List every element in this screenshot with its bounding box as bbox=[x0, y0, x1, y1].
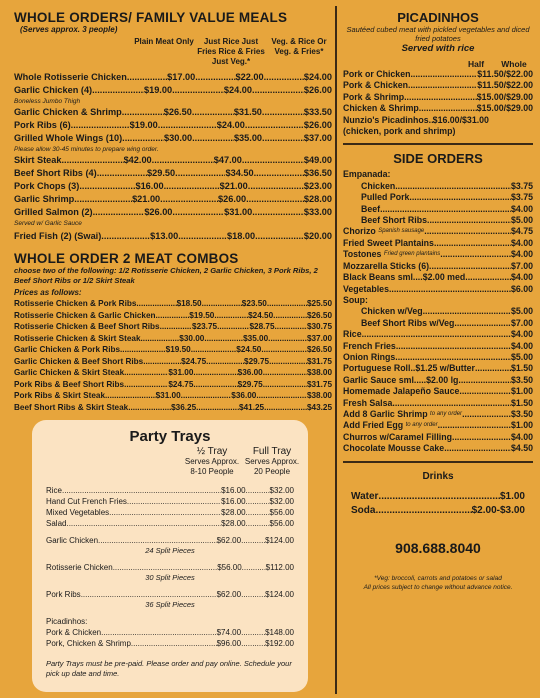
party-item: Pork & Chicken ..... $74.00 ..... $148.00 bbox=[32, 627, 308, 638]
note-wings-wait: Please allow 30-45 minutes to prepare wing order. bbox=[14, 146, 159, 153]
combo-item: Rotisserie Chicken & Skirt Steak ..... $30.00 ..... $35.00 ..... $37.00 bbox=[14, 333, 332, 345]
party-item: Pork Ribs ..... $62.00 ..... $124.00 bbox=[32, 589, 308, 600]
picadinho-item: Chicken & Shrimp ..... $15.00 / $29.00 bbox=[343, 103, 533, 114]
whole-orders-list bbox=[14, 71, 332, 243]
party-item: Rice ..... $16.00 ..... $32.00 bbox=[32, 485, 308, 496]
side-item: Black Beans sml....$2.00 med ..... $4.00 bbox=[343, 272, 533, 283]
whole-item: Garlic Chicken (4) ..... $19.00 ..... $24.00 ..... $26.00 bbox=[14, 84, 332, 97]
column-divider bbox=[335, 6, 337, 694]
side-item: Chorizo Spanish sausage ..... $4.75 bbox=[343, 226, 533, 237]
note-garlic-sauce: Served w/ Garlic Sauce bbox=[14, 220, 82, 227]
party-item: Hand Cut French Fries ..... $16.00 ..... $32.00 bbox=[32, 496, 308, 507]
whole-item: Whole Rotisserie Chicken ..... $17.00 ..... $22.00 ..... $24.00 bbox=[14, 71, 332, 84]
picadinhos-served: Served with rice bbox=[401, 43, 475, 54]
drink-item: Soda ..... $2.00-$3.00 bbox=[351, 504, 525, 518]
party-item: Salad ..... $28.00 ..... $56.00 bbox=[32, 518, 308, 529]
combo-item: Rotisserie Chicken & Pork Ribs ..... $18.50 ..... $23.50 ..... $25.50 bbox=[14, 298, 332, 310]
side-item: Pulled Pork ..... $3.75 bbox=[343, 192, 533, 203]
picadinhos-title: PICADINHOS bbox=[397, 10, 479, 25]
picadinho-item: Pork & Chicken ..... $11.50 / $22.00 bbox=[343, 80, 533, 91]
combo-item: Pork Ribs & Beef Short Ribs ..... $24.75 ..... $29.75 ..... $31.75 bbox=[14, 379, 332, 391]
party-list bbox=[32, 485, 308, 679]
garlic-pieces: 24 Split Pieces bbox=[145, 546, 195, 555]
nunzio-note: (chicken, pork and shrimp) bbox=[343, 126, 456, 137]
party-footer: Party Trays must be pre-paid. Please order and pay online. Schedule your pick up date and time. bbox=[46, 659, 292, 678]
side-item: Fried Sweet Plantains ..... $4.00 bbox=[343, 238, 533, 249]
note-boneless: Boneless Jumbo Thigh bbox=[14, 98, 81, 105]
side-item: Mozzarella Sticks (6) ..... $7.00 bbox=[343, 261, 533, 272]
picadinho-item: Nunzio's Picadinhos ..... $16.00 / $31.00 bbox=[343, 115, 533, 126]
combo-item: Rotisserie Chicken & Beef Short Ribs ..... $23.75 ..... $28.75 ..... $30.75 bbox=[14, 321, 332, 333]
combos-desc: choose two of the following: 1/2 Rotisserie Chicken, 2 Garlic Chicken, 3 Pork Ribs, 2 Beef Short Ribs or 1/2 Skirt Steak bbox=[14, 266, 318, 285]
picadinhos-desc: Sautéed cubed meat with pickled vegetables and diced fried potatoes bbox=[346, 25, 530, 43]
whole-orders-column-headers bbox=[132, 37, 332, 67]
party-trays-box bbox=[32, 420, 308, 692]
combo-item: Garlic Chicken & Pork Ribs ..... $19.50 ..... $24.50 ..... $26.50 bbox=[14, 344, 332, 356]
side-item: Onion Rings ..... $5.00 bbox=[343, 352, 533, 363]
combo-item: Garlic Chicken & Skirt Steak ..... $31.00 ..... $36.00 ..... $38.00 bbox=[14, 367, 332, 379]
half-tray-header: ½ Tray Serves Approx. 8-10 People bbox=[184, 446, 240, 476]
party-item: Pork, Chicken & Shrimp ..... $96.00 ..... $192.00 bbox=[32, 638, 308, 649]
side-item: Add 8 Garlic Shrimp to any order ..... $3.50 bbox=[343, 409, 533, 420]
whole-orders-title: WHOLE ORDERS/ FAMILY VALUE MEALS bbox=[14, 10, 288, 25]
combos-title: WHOLE ORDER 2 MEAT COMBOS bbox=[14, 251, 239, 266]
drink-item: Water ..... $1.00 bbox=[351, 490, 525, 504]
ribs-pieces: 36 Split Pieces bbox=[145, 600, 195, 609]
col-veg: Veg. & Rice Or Veg. & Fries* bbox=[271, 37, 327, 56]
right-column bbox=[343, 10, 533, 592]
drinks-list bbox=[343, 490, 533, 518]
right-divider-1 bbox=[343, 143, 533, 145]
whole-item: Fried Fish (2) (Swai) ..... $13.00 ..... $18.00 ..... $20.00 bbox=[14, 230, 332, 243]
party-item: Mixed Vegetables ..... $28.00 ..... $56.00 bbox=[32, 507, 308, 518]
party-item: Garlic Chicken ..... $62.00 ..... $124.00 bbox=[32, 535, 308, 546]
side-item: Vegetables ..... $6.00 bbox=[343, 284, 533, 295]
side-item: Chicken ..... $3.75 bbox=[343, 181, 533, 192]
whole-orders-subtitle: (Serves approx. 3 people) bbox=[20, 25, 118, 34]
phone-number: 908.688.8040 bbox=[395, 539, 481, 556]
party-trays-header bbox=[32, 447, 308, 477]
side-item: Chicken w/Veg ..... $5.00 bbox=[343, 306, 533, 317]
side-item: French Fries ..... $4.00 bbox=[343, 341, 533, 352]
whole-item: Garlic Shrimp ..... $21.00 ..... $26.00 ..... $28.00 bbox=[14, 193, 332, 206]
whole-item: Grilled Whole Wings (10) ..... $30.00 ..... $35.00 ..... $37.00 bbox=[14, 132, 332, 145]
party-trays-title: Party Trays bbox=[129, 428, 211, 445]
empanada-label: Empanada: bbox=[343, 169, 391, 180]
side-orders-title: SIDE ORDERS bbox=[393, 151, 483, 167]
whole-item: Pork Chops (3) ..... $16.00 ..... $21.00 ..... $23.00 bbox=[14, 180, 332, 193]
whole-item: Skirt Steak ..... $42.00 ..... $47.00 ..... $49.00 bbox=[14, 154, 332, 167]
col-just: Just Rice Just Fries Rice & Fries Just Veg.* bbox=[197, 37, 265, 66]
side-item: Garlic Sauce sml.....$2.00 lg ..... $3.50 bbox=[343, 375, 533, 386]
side-item: Beef Short Ribs w/Veg ..... $7.00 bbox=[343, 318, 533, 329]
combo-item: Pork Ribs & Skirt Steak ..... $31.00 ..... $36.00 ..... $38.00 bbox=[14, 390, 332, 402]
right-divider-2 bbox=[343, 461, 533, 463]
picadinho-item: Pork or Chicken ..... $11.50 / $22.00 bbox=[343, 69, 533, 80]
side-item: Churros w/Caramel Filling ..... $4.00 bbox=[343, 432, 533, 443]
whole-item: Grilled Salmon (2) ..... $26.00 ..... $31.00 ..... $33.00 bbox=[14, 206, 332, 219]
left-column bbox=[14, 10, 332, 413]
picadinhos-label: Picadinhos: bbox=[46, 617, 88, 626]
combo-item: Garlic Chicken & Beef Short Ribs ..... $24.75 ..... $29.75 ..... $31.75 bbox=[14, 356, 332, 368]
side-item: Tostones Fried green plantains ..... $4.00 bbox=[343, 249, 533, 260]
whole-item: Garlic Chicken & Shrimp ..... $26.50 ..... $31.50 ..... $33.50 bbox=[14, 106, 332, 119]
picadinhos-col-headers: Half Whole bbox=[467, 59, 527, 69]
rotisserie-pieces: 30 Split Pieces bbox=[145, 573, 195, 582]
side-item: Portuguese Roll..$1.25 w/Butter ..... $1.50 bbox=[343, 363, 533, 374]
full-tray-header: Full Tray Serves Approx. 20 People bbox=[244, 446, 300, 476]
picadinhos-list bbox=[343, 69, 533, 137]
picadinho-item: Pork & Shrimp ..... $15.00 / $29.00 bbox=[343, 92, 533, 103]
combo-item: Rotisserie Chicken & Garlic Chicken ..... $19.50 ..... $24.50 ..... $26.50 bbox=[14, 310, 332, 322]
combos-prices-label: Prices as follows: bbox=[14, 288, 82, 297]
whole-item: Pork Ribs (6) ..... $19.00 ..... $24.00 ..... $26.00 bbox=[14, 119, 332, 132]
side-item: Beef Short Ribs ..... $5.00 bbox=[343, 215, 533, 226]
whole-item: Beef Short Ribs (4) ..... $29.50 ..... $34.50 ..... $36.50 bbox=[14, 167, 332, 180]
party-item: Rotisserie Chicken ..... $56.00 ..... $112.00 bbox=[32, 562, 308, 573]
side-item: Rice ..... $4.00 bbox=[343, 329, 533, 340]
drinks-title: Drinks bbox=[422, 470, 454, 482]
soup-label: Soup: bbox=[343, 294, 368, 305]
col-plain: Plain Meat Only bbox=[134, 37, 194, 46]
combos-list bbox=[14, 298, 332, 413]
side-orders-list bbox=[343, 169, 533, 454]
side-item: Chocolate Mousse Cake ..... $4.50 bbox=[343, 443, 533, 454]
footnote: *Veg: broccoli, carrots and potatoes or salad All prices subject to change without advance notice. bbox=[363, 574, 513, 591]
side-item: Add Fried Egg to any order ..... $1.00 bbox=[343, 420, 533, 431]
side-item: Fresh Salsa ..... $1.50 bbox=[343, 398, 533, 409]
combo-item: Beef Short Ribs & Skirt Steak ..... $36.25 ..... $41.25 ..... $43.25 bbox=[14, 402, 332, 414]
side-item: Beef ..... $4.00 bbox=[343, 204, 533, 215]
side-item: Homemade Jalapeño Sauce ..... $1.00 bbox=[343, 386, 533, 397]
